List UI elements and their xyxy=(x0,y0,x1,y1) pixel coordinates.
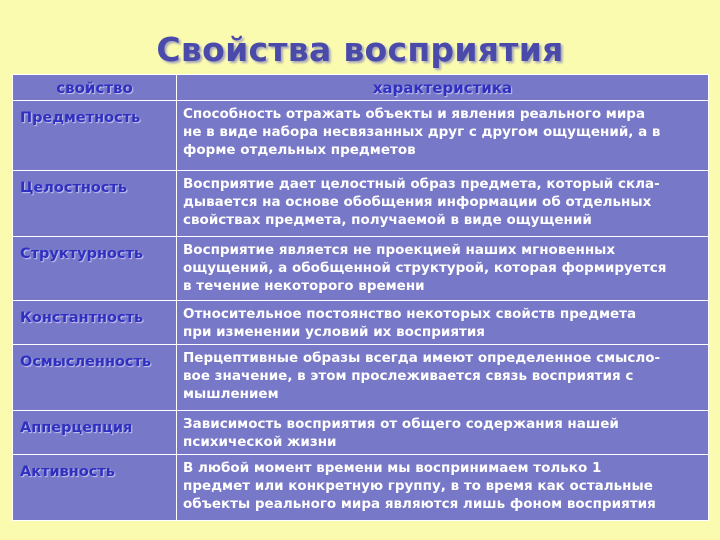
property-name: Осмысленность xyxy=(13,345,177,411)
description-line: при изменении условий их восприятия xyxy=(183,324,485,340)
table-row xyxy=(13,171,709,237)
table-row xyxy=(13,237,709,301)
description-line: предмет или конкретную группу, в то время как остальные xyxy=(183,478,653,494)
property-name: Апперцепция xyxy=(13,411,177,455)
description-line: форме отдельных предметов xyxy=(183,142,416,158)
description-line: не в виде набора несвязанных друг с другом ощущений, а в xyxy=(183,124,661,140)
description-line: вое значение, в этом прослеживается связь восприятия с xyxy=(183,368,634,384)
property-description xyxy=(177,301,709,345)
property-name: Структурность xyxy=(13,237,177,301)
property-name: Константность xyxy=(13,301,177,345)
description-line: свойствах предмета, получаемой в виде ощущений xyxy=(183,212,592,228)
property-description xyxy=(177,411,709,455)
column-header-property: свойство xyxy=(13,75,177,101)
property-name: Предметность xyxy=(13,101,177,171)
table-header-row xyxy=(13,75,709,101)
property-name: Целостность xyxy=(13,171,177,237)
column-header-characteristic: характеристика xyxy=(177,75,709,101)
description-line: Способность отражать объекты и явления реального мира xyxy=(183,106,646,122)
description-line: объекты реального мира являются лишь фоном восприятия xyxy=(183,496,656,512)
description-line: Восприятие дает целостный образ предмета, который скла- xyxy=(183,176,660,192)
description-line: Зависимость восприятия от общего содержания нашей xyxy=(183,416,619,432)
description-line: в течение некоторого времени xyxy=(183,278,425,294)
table-row xyxy=(13,455,709,521)
page-title: Свойства восприятия xyxy=(156,30,564,69)
properties-table xyxy=(12,74,709,521)
description-line: Перцептивные образы всегда имеют определенное смысло- xyxy=(183,350,661,366)
property-description xyxy=(177,101,709,171)
property-description xyxy=(177,237,709,301)
description-line: Восприятие является не проекцией наших мгновенных xyxy=(183,242,616,258)
property-name: Активность xyxy=(13,455,177,521)
description-line: мышлением xyxy=(183,386,279,402)
table-row xyxy=(13,411,709,455)
property-description xyxy=(177,455,709,521)
description-line: Относительное постоянство некоторых свойств предмета xyxy=(183,306,637,322)
table-row xyxy=(13,345,709,411)
description-line: психической жизни xyxy=(183,434,337,450)
property-description xyxy=(177,345,709,411)
description-line: ощущений, а обобщенной структурой, которая формируется xyxy=(183,260,667,276)
table-row xyxy=(13,101,709,171)
property-description xyxy=(177,171,709,237)
description-line: дывается на основе обобщения информации об отдельных xyxy=(183,194,652,210)
table-row xyxy=(13,301,709,345)
description-line: В любой момент времени мы воспринимаем только 1 xyxy=(183,460,602,476)
